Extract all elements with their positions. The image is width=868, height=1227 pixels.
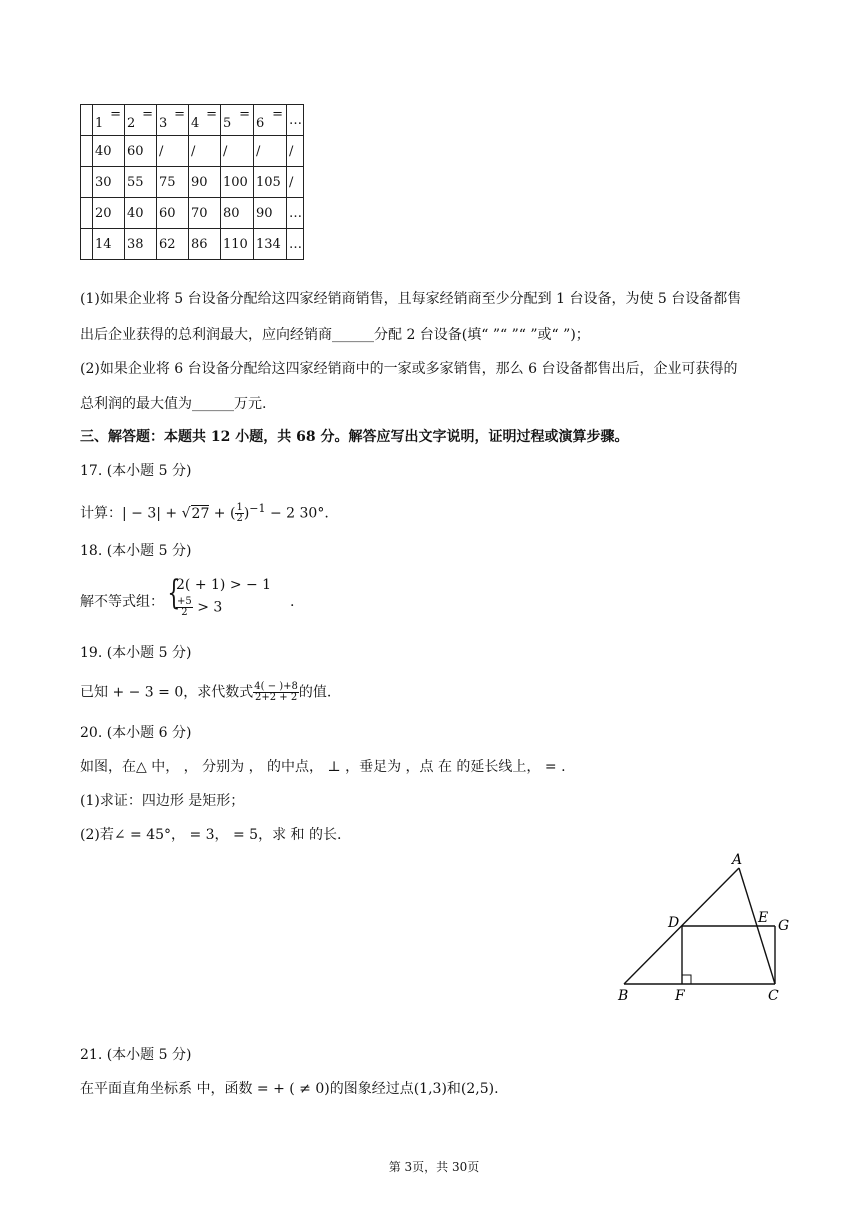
table-row	[81, 136, 304, 167]
table-cell: 55	[125, 167, 157, 198]
q21-stem: 在平面直角坐标系 中，函数 = + ( ≠ 0)的图象经过点(1,3)和(2,5).	[80, 1081, 499, 1097]
table-cell: 30	[93, 167, 125, 198]
label-G: G	[778, 918, 790, 934]
geometry-figure	[612, 848, 802, 1008]
table-cell: 62	[157, 229, 189, 260]
label-A: A	[732, 852, 743, 868]
table-cell: /	[189, 136, 221, 167]
table-cell: 70	[189, 198, 221, 229]
q19-stem: 已知 + − 3 = 0，求代数式 $\frac{4( - )+8}{2+2 + 2}$ 的值.	[80, 681, 332, 703]
table-row	[81, 167, 304, 198]
q18-inequality-1: 2( + 1) > − 1	[176, 577, 272, 593]
table-cell: 75	[157, 167, 189, 198]
table-cell: /	[157, 136, 189, 167]
table-cell: 80	[221, 198, 254, 229]
table-cell	[81, 229, 93, 260]
table-header-row	[81, 105, 304, 136]
q19-label: 19. (本小题 5 分)	[80, 645, 192, 661]
section-heading: 三、解答题：本题共 12 小题，共 68 分。解答应写出文字说明，证明过程或演算步骤。	[80, 429, 629, 445]
table-cell: 60	[157, 198, 189, 229]
table-cell: 14	[93, 229, 125, 260]
table-header-cell: = 5	[221, 105, 254, 136]
table-cell: 20	[93, 198, 125, 229]
table-cell: 110	[221, 229, 254, 260]
q16-part2-line1: (2)如果企业将 6 台设备分配给这四家经销商中的一家或多家销售，那么 6 台设备都售出后，企业可获得的	[80, 361, 738, 377]
label-B: B	[618, 988, 629, 1004]
table-header-cell: = 1	[93, 105, 125, 136]
table-cell: 40	[125, 198, 157, 229]
right-angle-mark	[682, 975, 691, 984]
q17-label: 17. (本小题 5 分)	[80, 463, 192, 479]
table-cell: 60	[125, 136, 157, 167]
table-cell	[81, 167, 93, 198]
table-cell: …	[287, 198, 304, 229]
label-E: E	[758, 910, 769, 926]
table-cell: 38	[125, 229, 157, 260]
brace-symbol: {	[167, 573, 181, 613]
q20-stem: 如图，在△ 中， ， 分别为 ， 的中点， ⊥ ，垂足为 ，点 在 的延长线上， = .	[80, 759, 566, 775]
table-header-cell: …	[287, 105, 304, 136]
label-D: D	[668, 915, 680, 931]
q20-label: 20. (本小题 6 分)	[80, 725, 192, 741]
table-row	[81, 229, 304, 260]
page-footer: 第 3页，共 30页	[388, 1160, 480, 1174]
table-header-cell: = 3	[157, 105, 189, 136]
q20-part1: (1)求证：四边形 是矩形；	[80, 793, 245, 809]
table-cell: /	[287, 167, 304, 198]
label-F: F	[675, 988, 685, 1004]
table-cell: 40	[93, 136, 125, 167]
q16-part2-line2: 总利润的最大值为______万元.	[80, 396, 267, 412]
table-cell: 90	[189, 167, 221, 198]
table-header-cell: = 2	[125, 105, 157, 136]
table-header-cell: = 6	[254, 105, 287, 136]
q18-prefix: 解不等式组：	[80, 594, 164, 610]
table-cell: 90	[254, 198, 287, 229]
table-cell: /	[254, 136, 287, 167]
q20-part2: (2)若∠ = 45°， = 3， = 5，求 和 的长.	[80, 827, 342, 843]
data-table	[80, 104, 304, 260]
table-cell: 86	[189, 229, 221, 260]
q16-part1-line2: 出后企业获得的总利润最大，应向经销商______分配 2 台设备(填“ ”“ ”“ ”或“ ”)；	[80, 327, 590, 343]
q18-label: 18. (本小题 5 分)	[80, 543, 192, 559]
table-cell	[81, 198, 93, 229]
q18-period: .	[290, 594, 295, 610]
q16-part1-line1: (1)如果企业将 5 台设备分配给这四家经销商销售，且每家经销商至少分配到 1 台设备，为使 5 台设备都售	[80, 291, 742, 307]
q18-inequality-2: $\frac{+5}{2}$ > 3	[177, 596, 223, 618]
q17-expression: 计算：| − 3| + √27 + ( $\frac{1}{2}$ )$^{-1}$ − 2 30°.	[80, 502, 329, 525]
q21-label: 21. (本小题 5 分)	[80, 1047, 192, 1063]
table-cell: 105	[254, 167, 287, 198]
table-cell: 134	[254, 229, 287, 260]
table-header-cell: = 4	[189, 105, 221, 136]
table-cell: /	[287, 136, 304, 167]
table-cell: …	[287, 229, 304, 260]
table-row	[81, 198, 304, 229]
table-cell	[81, 105, 93, 136]
table-cell	[81, 136, 93, 167]
table-cell: 100	[221, 167, 254, 198]
label-C: C	[768, 988, 779, 1004]
table-cell: /	[221, 136, 254, 167]
